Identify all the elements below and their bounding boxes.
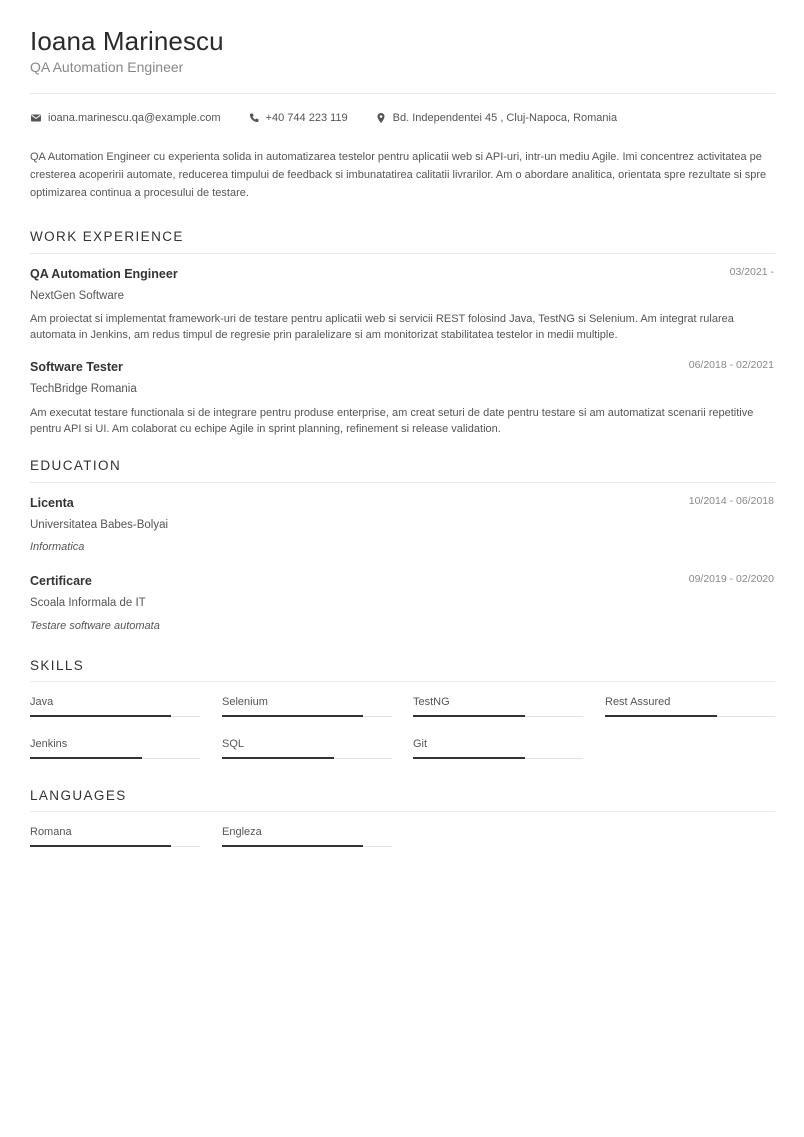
skill-level-bar [30, 757, 142, 759]
skill-name: Rest Assured [605, 696, 671, 708]
job-title: QA Automation Engineer [30, 267, 178, 281]
language-name: Romana [30, 826, 72, 838]
skill-level-bar [605, 715, 717, 717]
skill-name: Git [413, 738, 428, 750]
section-title-work: WORK EXPERIENCE [30, 229, 184, 244]
degree-institution: Universitatea Babes-Bolyai [30, 519, 169, 531]
job-date: 06/2018 - 02/2021 [688, 359, 774, 371]
degree-field: Testare software automata [30, 620, 160, 632]
degree-institution: Scoala Informala de IT [30, 597, 146, 609]
address-text: Bd. Independentei 45 , Cluj-Napoca, Romania [392, 112, 618, 124]
skill-level-bar [413, 757, 525, 759]
section-title-languages: LANGUAGES [30, 788, 127, 803]
skill-name: SQL [222, 738, 245, 750]
job-company: NextGen Software [30, 290, 124, 302]
degree-title: Licenta [30, 496, 74, 510]
skill-item [222, 696, 392, 720]
skill-item [30, 738, 200, 762]
section-divider-skills [30, 681, 775, 682]
job-description: Am executat testare functionala si de integrare pentru produse enterprise, am creat seturi de date pentru testare si am automatizat scenarii repetitive pentru API si UI. Am colaborat cu echipe Agile in sprint planning, refinement si release validation. [30, 407, 754, 435]
skill-item [30, 696, 200, 720]
skill-name: TestNG [413, 696, 450, 708]
section-title-education: EDUCATION [30, 458, 122, 473]
skill-name: Java [30, 696, 54, 708]
contact-email[interactable] [30, 112, 221, 124]
skill-name: Jenkins [30, 738, 68, 750]
language-item [30, 826, 200, 850]
contact-bar [30, 110, 644, 126]
header-divider [30, 93, 775, 94]
contact-address [375, 112, 617, 124]
skill-item [413, 738, 583, 762]
job-date: 03/2021 - [729, 266, 774, 278]
candidate-title: QA Automation Engineer [30, 59, 184, 75]
job-description: Am proiectat si implementat framework-uri de testare pentru aplicatii web si servicii REST folosind Java, TestNG si Selenium. Am integrat rularea automata in Jenkins, am redus timpul de regresie prin paralelizare si am monitorizat stabilitatea testelor in medii multiple. [30, 313, 734, 341]
contact-phone[interactable] [248, 112, 348, 124]
skill-item [222, 738, 392, 762]
skill-name: Selenium [222, 696, 268, 708]
phone-text: +40 744 223 119 [265, 112, 348, 124]
section-divider-languages [30, 811, 775, 812]
map-pin-icon [375, 112, 387, 124]
skill-item [413, 696, 583, 720]
skill-level-bar [222, 715, 363, 717]
skill-item [605, 696, 775, 720]
section-title-skills: SKILLS [30, 658, 85, 673]
degree-date: 10/2014 - 06/2018 [688, 495, 774, 507]
language-name: Engleza [222, 826, 262, 838]
section-divider-work [30, 253, 775, 254]
envelope-icon [30, 112, 42, 124]
language-item [222, 826, 392, 850]
skill-level-bar [222, 757, 334, 759]
skill-level-bar [30, 715, 171, 717]
degree-date: 09/2019 - 02/2020 [688, 573, 774, 585]
job-title: Software Tester [30, 360, 123, 374]
phone-icon [248, 112, 260, 124]
section-divider-education [30, 482, 775, 483]
language-level-bar [222, 845, 363, 847]
professional-summary: QA Automation Engineer cu experienta solida in automatizarea testelor pentru aplicatii web si API-uri, intr-un mediu Agile. Imi concentrez activitatea pe cresterea acoperirii automate, reducerea timpului de feedback si imbunatatirea calitatii livrarilor. Am o abordare analitica, orientata spre rezultate si spre optimizarea continua a procesului de testare. [30, 151, 767, 199]
language-level-bar [30, 845, 171, 847]
degree-title: Certificare [30, 574, 92, 588]
skill-level-bar [413, 715, 525, 717]
email-text: ioana.marinescu.qa@example.com [48, 112, 221, 124]
job-company: TechBridge Romania [30, 383, 137, 395]
candidate-name: Ioana Marinescu [30, 26, 224, 56]
degree-field: Informatica [30, 541, 85, 553]
